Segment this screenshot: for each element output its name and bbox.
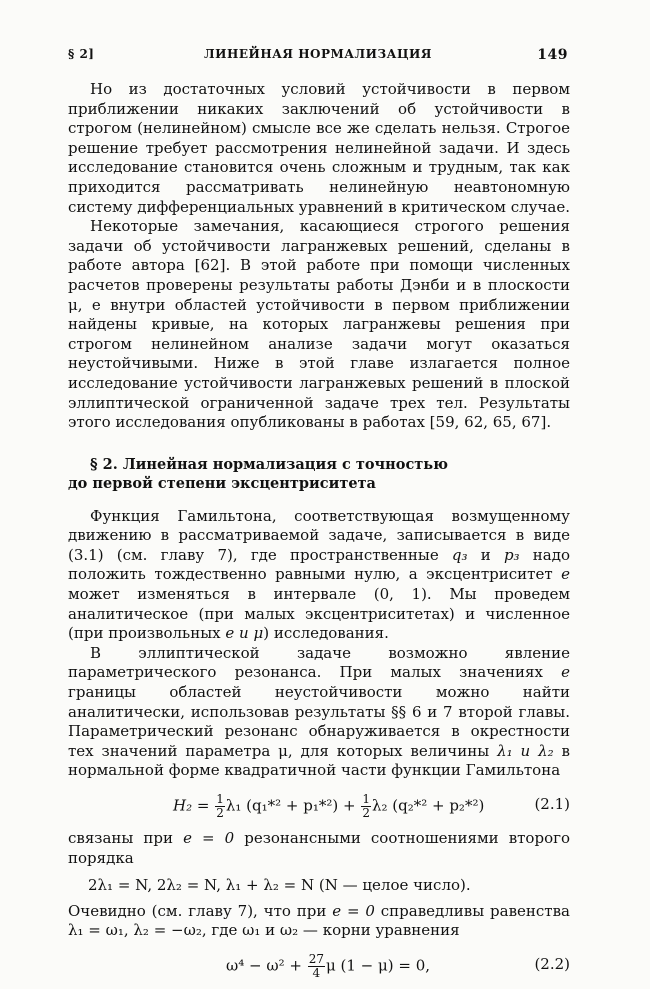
text-run: надо положить тождественно равными нулю, а эксцентриситет	[68, 545, 570, 584]
fraction-half	[215, 793, 225, 820]
text-run: границы областей неустойчивости можно найти аналитически, использовав результаты §§ 6 и 7 второй главы. Параметрический резонанс обнаруживается в окрестности тех значений параметра μ, для которых величины	[68, 683, 570, 760]
equation-2-1	[68, 787, 570, 825]
text-run: связаны при	[68, 829, 184, 847]
symbol-e: e	[561, 663, 570, 682]
text-run: ) исследования.	[263, 624, 389, 643]
text-run: справедливы равенства	[374, 901, 570, 920]
text-run: В эллиптической задаче возможно явление параметрического резонанса. При малых значениях	[68, 643, 570, 682]
equation-number: (2.2)	[534, 954, 570, 973]
text-run: , где	[201, 921, 243, 940]
resonance-conditions: 2λ₁ = N, 2λ₂ = N, λ₁ + λ₂ = N (N — целое число).	[88, 876, 471, 895]
frac-num: 1	[216, 792, 224, 806]
eq-term-2: λ₂ (q₂*² + p₂*²)	[371, 796, 485, 815]
symbol-q3: q₃	[451, 545, 468, 564]
text-run: резонансными соотношениями второго порядка	[68, 829, 570, 867]
running-title: ЛИНЕЙНАЯ НОРМАЛИЗАЦИЯ	[204, 47, 432, 61]
frac-num: 27	[308, 951, 324, 966]
eq-lhs: H₂ =	[173, 796, 215, 815]
paragraph-1: Но из достаточных условий устойчивости в первом приближении никаких заключений об устойчивости в строгом (нелинейном) смысле все же сделать нельзя. Строгое решение требует рассмотрения нелинейной задачи. И здесь исследование становится очень сложным и трудным, так как приходится рассматривать нелинейную неавтономную систему дифференциальных уравнений в критическом случае.	[68, 80, 570, 216]
paragraph-5	[68, 829, 570, 868]
section-heading	[68, 455, 570, 493]
equation-2-2	[68, 947, 570, 985]
text-run: в нормальной форме квадратичной части функции Гамильтона	[68, 741, 570, 780]
text-run: и	[467, 545, 504, 564]
section-heading-line-2: до первой степени эксцентриситета	[68, 474, 376, 492]
symbol-e-mu: e и μ	[225, 624, 264, 643]
symbol-p3: p₃	[503, 545, 520, 564]
section-marker: § 2]	[68, 47, 95, 61]
paragraph-3	[68, 507, 570, 644]
equation-2-1-expression	[173, 793, 484, 820]
fraction-half	[361, 793, 371, 820]
text-run: Функция Гамильтона, соответствующая возмущенному движению в рассматриваемой задаче, записывается в виде (3.1) (см. главу 7), где пространственные	[68, 506, 570, 564]
eq-term-a: ω⁴ − ω² +	[226, 956, 307, 975]
symbol-lambdas: λ₁ и λ₂	[497, 741, 554, 760]
symbol-e: e	[561, 565, 570, 584]
frac-den: 4	[312, 965, 321, 980]
eq-term-b: μ (1 − μ) = 0,	[325, 956, 431, 975]
equation-number: (2.1)	[534, 795, 570, 813]
section-heading-line-1: § 2. Линейная нормализация с точностью	[90, 455, 448, 473]
paragraph-6	[68, 902, 570, 941]
fraction-27-4	[308, 953, 325, 980]
frac-den: 2	[216, 806, 224, 820]
text-run: — корни уравнения	[298, 921, 460, 940]
page-body	[68, 80, 570, 989]
eq-term-1: λ₁ (q₁*² + p₁*²) +	[225, 796, 361, 815]
symbol-e-zero: e = 0	[332, 901, 375, 920]
text-run: Очевидно (см. главу 7), что при	[68, 901, 333, 920]
equation-2-2-expression	[226, 953, 430, 980]
page-number: 149	[537, 47, 568, 63]
paragraph-4	[68, 644, 570, 781]
text-run: может изменяться в интервале (0, 1). Мы проведем аналитическое (при малых эксцентриситетах) и численное (при произвольных	[68, 585, 570, 643]
paragraph-2: Некоторые замечания, касающиеся строгого решения задачи об устойчивости лагранжевых решений, сделаны в работе автора [62]. В этой работе при помощи численных расчетов проверены результаты работы Дэнби и в плоскости μ, e внутри областей устойчивости в первом приближении найдены кривые, на которых лагранжевы решения при строгом нелинейном анализе задачи могут оказаться неустойчивыми. Ниже в этой главе излагается полное исследование устойчивости лагранжевых решений в плоской эллиптической ограниченной задаче трех тел. Результаты этого исследования опубликованы в работах [59, 62, 65, 67].	[68, 217, 570, 432]
symbol-omega-equalities: λ₁ = ω₁, λ₂ = −ω₂	[68, 921, 202, 940]
symbol-omegas: ω₁ и ω₂	[242, 921, 299, 940]
frac-num: 1	[362, 792, 370, 806]
symbol-e-zero: e = 0	[183, 829, 235, 847]
frac-den: 2	[362, 806, 370, 820]
